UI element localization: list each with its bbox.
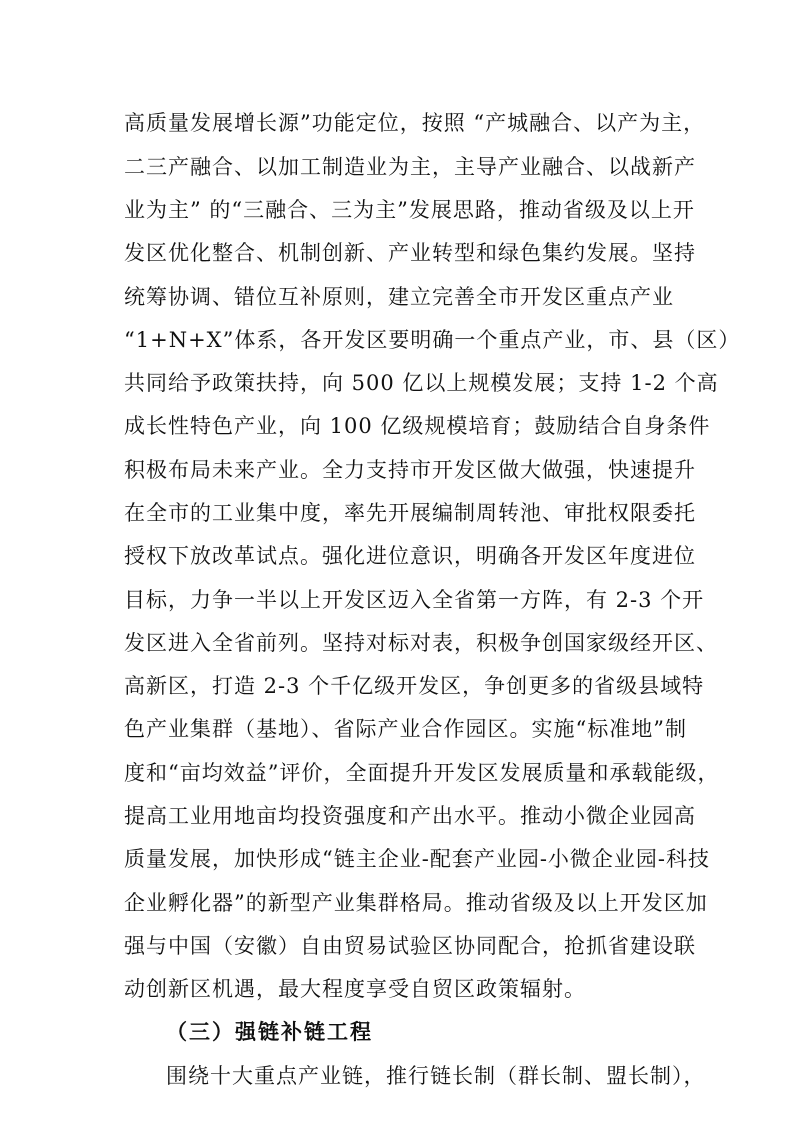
paragraph-first-line: 围绕十大重点产业链，推行链长制（群长制、盟长制）， (166, 1064, 706, 1088)
body-text-line: “1+N+X”体系，各开发区要明确一个重点产业，市、县（区） (124, 328, 741, 352)
body-text-line: 目标，力争一半以上开发区迈入全省第一方阵，有 2-3 个开 (124, 588, 705, 612)
body-text-line: 业为主” 的“三融合、三为主”发展思路，推动省级及以上开 (124, 198, 695, 222)
body-text-line: 发区优化整合、机制创新、产业转型和绿色集约发展。坚持 (124, 241, 696, 265)
body-text-line: 质量发展，加快形成“链主企业-配套产业园-小微企业园-科技 (124, 847, 711, 871)
body-text-line: 高新区，打造 2-3 个千亿级开发区，争创更多的省级县域特 (124, 674, 705, 698)
section-heading: （三）强链补链工程 (166, 1019, 373, 1044)
body-text-line: 动创新区机遇，最大程度享受自贸区政策辐射。 (124, 977, 586, 1001)
body-text-line: 积极布局未来产业。全力支持市开发区做大做强，快速提升 (124, 458, 696, 482)
body-text-line: 统筹协调、错位互补原则，建立完善全市开发区重点产业 (124, 285, 674, 309)
body-text-line: 高质量发展增长源”功能定位，按照 “产城融合、以产为主， (124, 111, 706, 135)
body-text-line: 提高工业用地亩均投资强度和产出水平。推动小微企业园高 (124, 804, 696, 828)
body-text-line: 在全市的工业集中度，率先开展编制周转池、审批权限委托 (124, 501, 696, 525)
body-text-line: 企业孵化器”的新型产业集群格局。推动省级及以上开发区加 (124, 891, 708, 915)
body-text-line: 共同给予政策扶持，向 500 亿以上规模发展；支持 1-2 个高 (124, 371, 719, 395)
body-text-line: 二三产融合、以加工制造业为主，主导产业融合、以战新产 (124, 155, 696, 179)
body-text-line: 发区进入全省前列。坚持对标对表，积极争创国家级经开区、 (124, 631, 718, 655)
body-text-line: 强与中国（安徽）自由贸易试验区协同配合，抢抓省建设联 (124, 934, 696, 958)
body-text-line: 授权下放改革试点。强化进位意识，明确各开发区年度进位 (124, 544, 696, 568)
body-text-line: 度和“亩均效益”评价，全面提升开发区发展质量和承载能级， (124, 761, 720, 785)
body-text-line: 成长性特色产业，向 100 亿级规模培育；鼓励结合自身条件 (124, 414, 711, 438)
body-text-line: 色产业集群（基地）、省际产业合作园区。实施“标准地”制 (124, 717, 687, 741)
